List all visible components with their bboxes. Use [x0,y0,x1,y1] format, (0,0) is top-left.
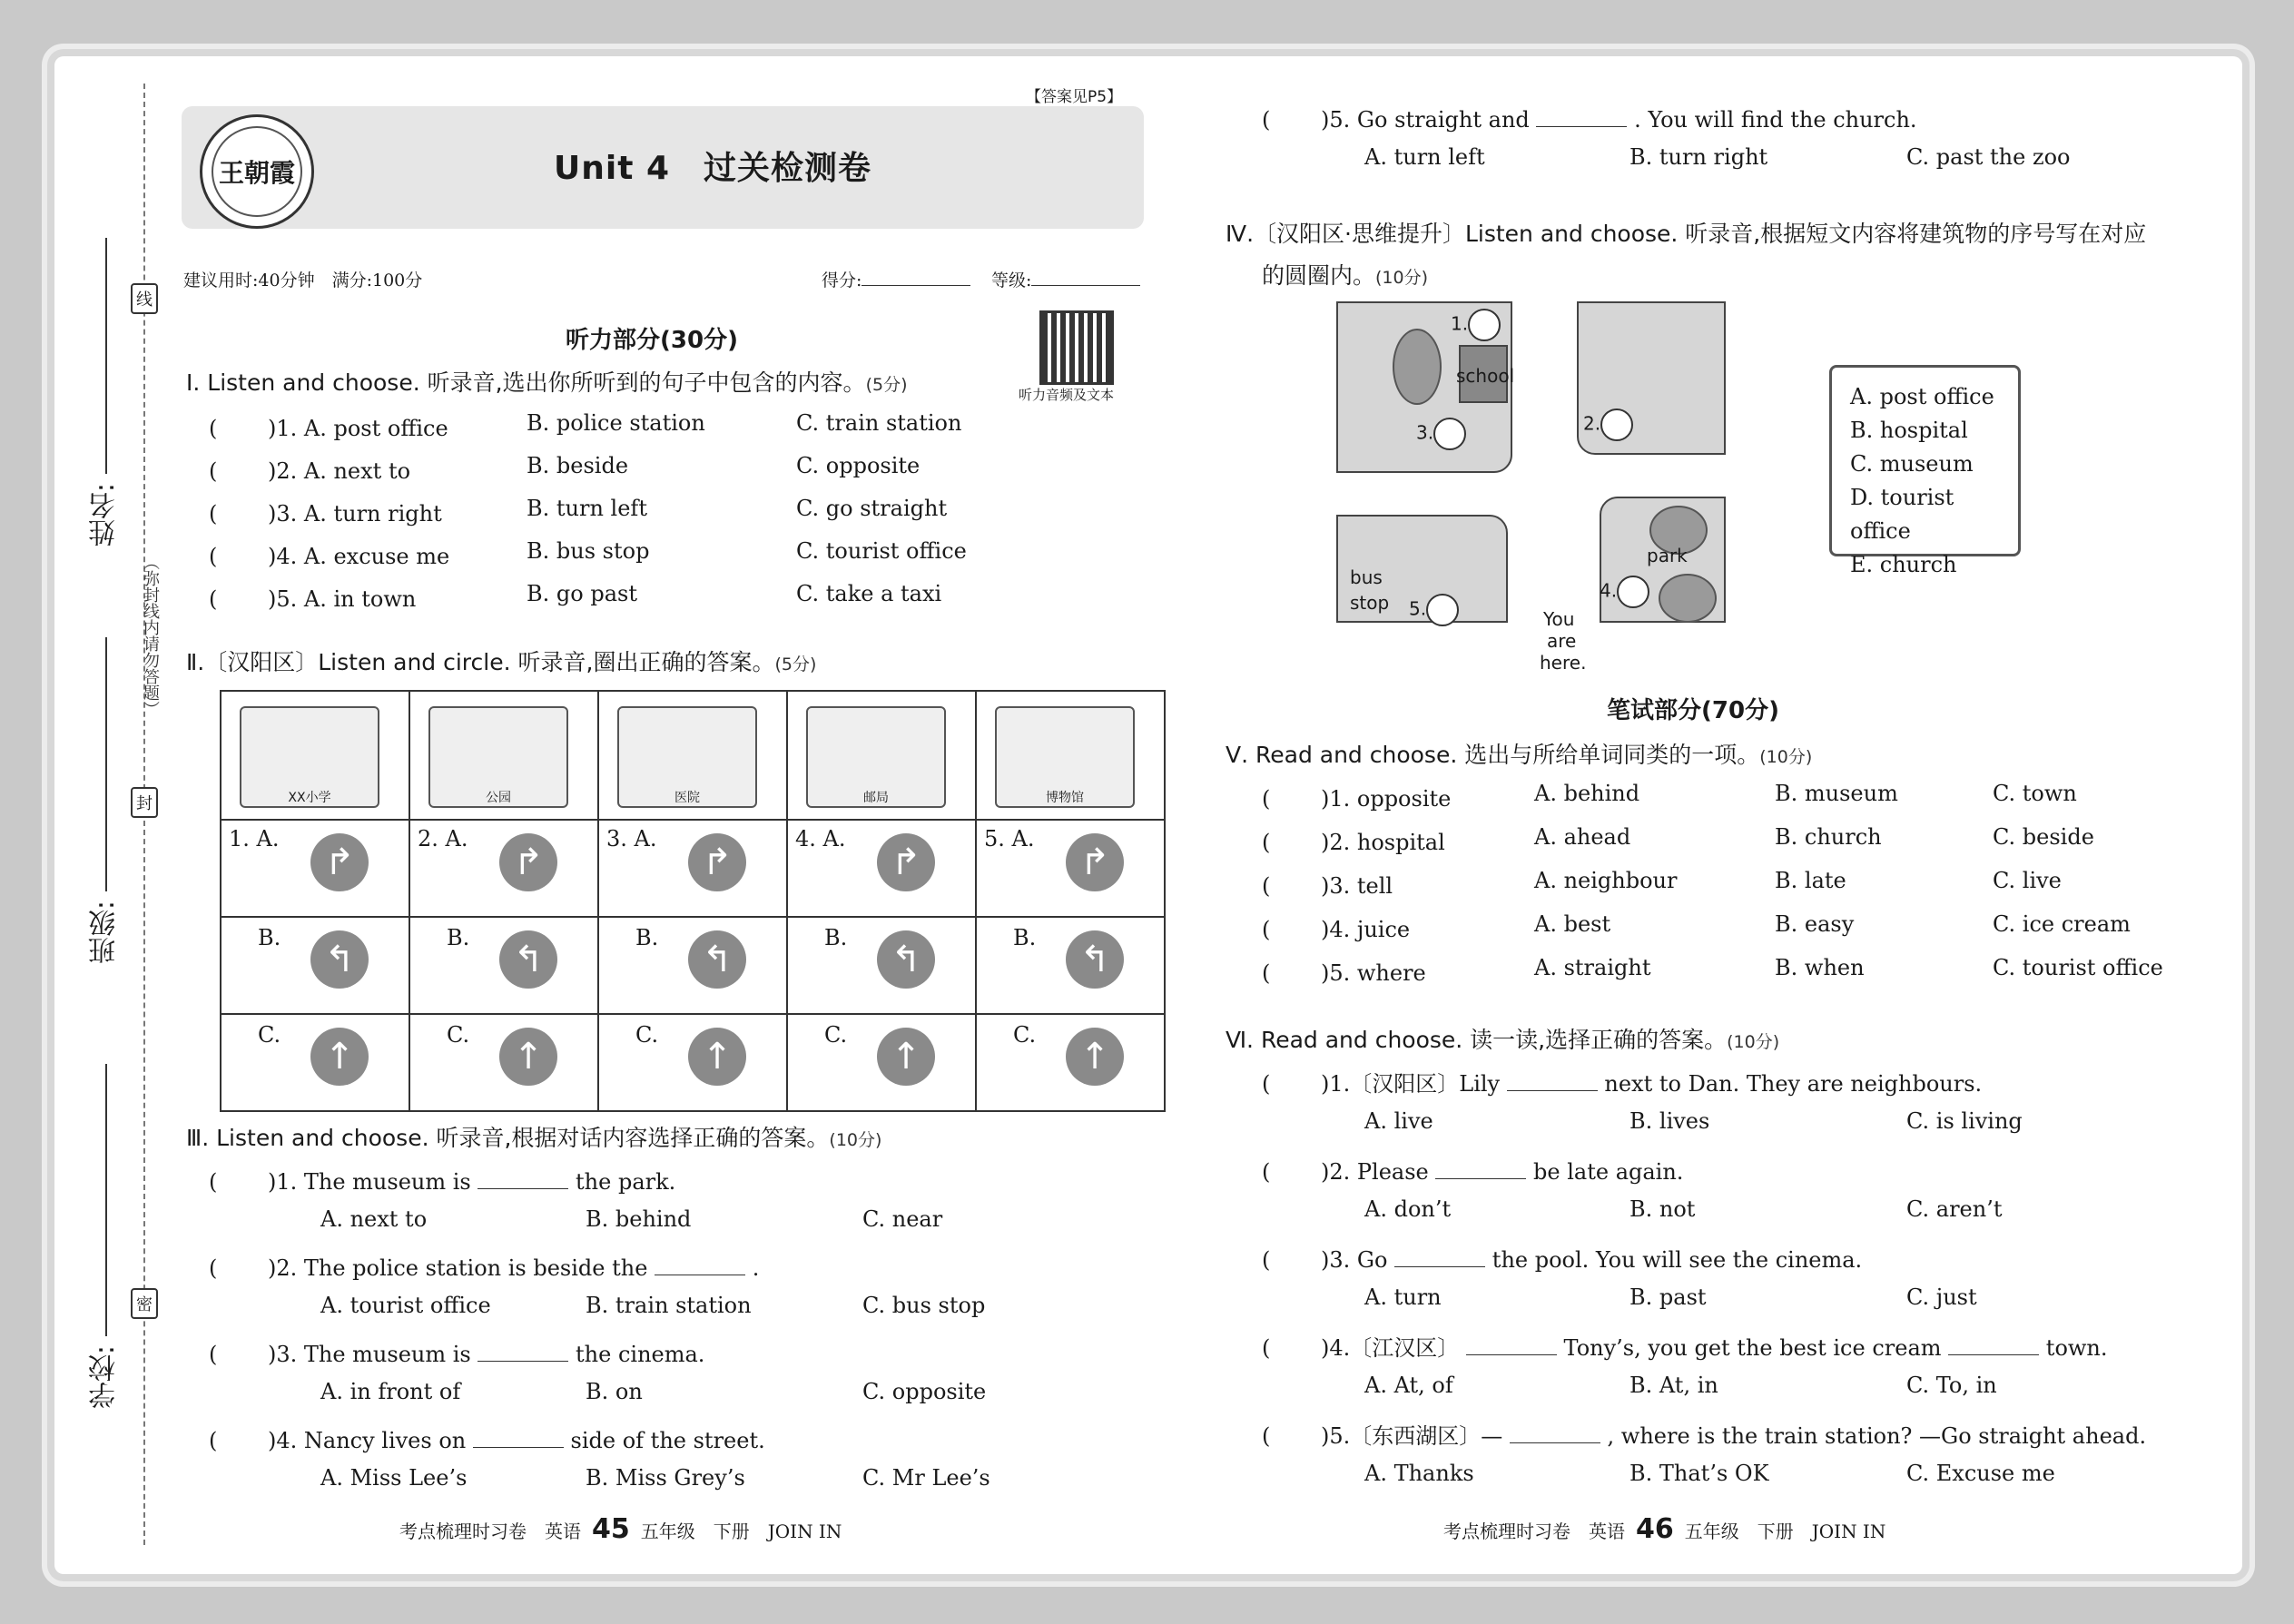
option-label: 3. A. [606,826,657,851]
answer-blank[interactable] [1948,1336,2039,1355]
question-item: ( )5. A. in town [209,586,417,612]
go-straight-icon[interactable]: ↑ [688,1028,746,1086]
map-here: here. [1540,652,1587,674]
answer-blank[interactable] [1507,1072,1598,1091]
footer-left: 考点梳理时习卷 英语 45 五年级 下册 JOIN IN [399,1513,842,1545]
option-item[interactable]: B. past [1629,1284,1707,1310]
option-item[interactable]: A. in front of [320,1379,461,1404]
option-label: B. [1013,925,1037,950]
option-item[interactable]: B. turn right [1629,144,1768,170]
map-slot-3[interactable]: 3. [1416,418,1466,450]
answer-blank[interactable] [1536,108,1627,127]
building-legend [1829,365,2021,577]
section-4-title-2: 的圆圈内。(10分) [1262,262,1429,289]
name-field[interactable] [105,238,107,474]
option-label: C. [824,1022,848,1048]
option-item[interactable]: C. past the zoo [1906,144,2071,170]
question-stem: ( )4. Nancy lives on side of the street. [209,1428,765,1453]
option-item[interactable]: C. opposite [862,1379,987,1404]
option-item[interactable]: B. go past [527,581,637,606]
answer-blank[interactable] [478,1343,568,1362]
map-are: are [1547,630,1577,652]
question-stem: ( )3. Go the pool. You will see the cinema. [1262,1247,1863,1273]
turn-left-icon[interactable]: ↰ [877,930,935,989]
option-item[interactable]: B. At, in [1629,1373,1718,1398]
option-item[interactable]: B. police station [527,410,705,436]
option-item[interactable]: C. take a taxi [796,581,942,606]
question-stem: ( )2. The police station is beside the . [209,1255,760,1281]
option-item[interactable]: A. behind [1534,781,1640,806]
go-straight-icon[interactable]: ↑ [310,1028,369,1086]
school-label: 学校: [89,1345,121,1410]
option-item[interactable]: B. not [1629,1196,1696,1222]
map-label-school: school [1456,365,1515,387]
option-label: B. [447,925,470,950]
option-item[interactable]: A. At, of [1364,1373,1453,1398]
option-item[interactable]: A. Miss Lee’s [320,1465,468,1491]
question-item: ( )5. where [1262,960,1426,986]
option-item[interactable]: A. tourist office [320,1293,491,1318]
answer-blank[interactable] [655,1256,745,1275]
map-slot-5[interactable]: 5. [1409,594,1459,626]
answer-ref: 【答案见P5】 [1026,88,1123,106]
tree-icon [1393,329,1442,405]
turn-right-icon[interactable]: ↱ [688,833,746,891]
legend-item: A. post office [1850,384,1994,409]
option-item[interactable]: B. easy [1775,911,1855,937]
option-item[interactable]: C. go straight [796,496,948,521]
option-item[interactable]: C. train station [796,410,962,436]
option-item[interactable]: C. bus stop [862,1293,986,1318]
option-label: 5. A. [984,826,1035,851]
answer-cell [221,917,409,1014]
question-item: ( )3. A. turn right [209,501,442,527]
question-item: ( )2. hospital [1262,830,1445,855]
option-item[interactable]: B. late [1775,868,1846,893]
option-label: B. [258,925,281,950]
option-item[interactable]: C. tourist office [1993,955,2163,980]
question-item: ( )2. A. next to [209,458,411,484]
option-item[interactable]: C. To, in [1906,1373,1997,1398]
option-item[interactable]: B. Miss Grey’s [586,1465,745,1491]
question-stem: ( )2. Please be late again. [1262,1159,1684,1185]
publisher-logo: 王朝霞 [200,114,314,229]
tight-mark: 密 [131,1288,158,1319]
picture-cell [976,691,1165,820]
answer-cell [787,1014,976,1111]
option-item[interactable]: B. That’s OK [1629,1461,1769,1486]
option-label: C. [1013,1022,1037,1048]
seal-mark: 封 [131,787,158,818]
school-field[interactable] [105,1064,107,1336]
option-item[interactable]: A. live [1364,1108,1433,1134]
option-item[interactable]: C. opposite [796,453,921,478]
answer-cell [409,820,598,917]
picture-cell [409,691,598,820]
option-item[interactable]: C. town [1993,781,2077,806]
option-item[interactable]: C. Excuse me [1906,1461,2055,1486]
option-label: B. [824,925,848,950]
map-label-park: park [1647,545,1688,566]
class-label: 班级: [89,901,121,965]
building-picture: XX小学 [240,706,379,808]
answer-cell [976,820,1165,917]
class-field[interactable] [105,637,107,891]
option-label: C. [635,1022,659,1048]
question-stem: ( )4.〔江汉区〕 Tony’s, you get the best ice cream town. [1262,1335,2108,1361]
answer-blank[interactable] [1510,1424,1600,1443]
picture-cell [787,691,976,820]
answer-blank[interactable] [478,1170,568,1189]
option-item[interactable]: B. bus stop [527,538,650,564]
map-slot-2[interactable]: 2. [1583,408,1633,441]
answer-cell [787,820,976,917]
option-item[interactable]: A. neighbour [1534,868,1678,893]
option-item[interactable]: A. best [1534,911,1611,937]
section-3-title: Ⅲ. Listen and choose. 听录音,根据对话内容选择正确的答案。(10分) [186,1125,882,1151]
question-item: ( )4. juice [1262,917,1411,942]
tree-icon [1659,574,1717,623]
question-item: ( )4. A. excuse me [209,544,450,569]
listening-heading: 听力部分(30分) [566,327,738,354]
grade-field[interactable]: 等级: [991,267,1140,291]
turn-left-icon[interactable]: ↰ [499,930,557,989]
answer-cell [409,917,598,1014]
map-label-bus: bus [1350,566,1383,588]
question-stem: ( )1.〔汉阳区〕Lily next to Dan. They are neighbours. [1262,1071,1983,1097]
option-label: C. [447,1022,470,1048]
option-item[interactable]: A. next to [320,1206,428,1232]
score-field[interactable]: 得分: [822,267,970,291]
turn-left-icon[interactable]: ↰ [688,930,746,989]
map-you: You [1543,608,1575,630]
go-straight-icon[interactable]: ↑ [1066,1028,1124,1086]
building-picture: 博物馆 [995,706,1135,808]
question-stem: ( )1. The museum is the park. [209,1169,676,1195]
legend-item: D. tourist office [1850,485,1954,544]
seal-note: （弥封线内请勿答题） [141,554,160,717]
map-label-stop: stop [1350,592,1390,614]
option-item[interactable]: C. live [1993,868,2062,893]
answer-blank[interactable] [1435,1160,1526,1179]
option-item[interactable]: B. train station [586,1293,752,1318]
option-label: C. [258,1022,281,1048]
question-item: ( )1. opposite [1262,786,1452,812]
qr-code [1039,310,1114,385]
option-label: 4. A. [795,826,846,851]
option-item[interactable]: A. ahead [1534,824,1631,850]
section-4-title: Ⅳ.〔汉阳区·思维提升〕Listen and choose. 听录音,根据短文内容将建筑物的序号写在对应 [1226,221,2147,247]
option-item[interactable]: A. turn [1364,1284,1442,1310]
option-item[interactable]: B. church [1775,824,1882,850]
legend-item: B. hospital [1850,418,1968,443]
option-item[interactable]: A. don’t [1364,1196,1452,1222]
line-mark: 线 [131,283,158,314]
answer-cell [976,1014,1165,1111]
answer-cell [787,917,976,1014]
option-item[interactable]: C. aren’t [1906,1196,2003,1222]
answer-blank[interactable] [1394,1248,1485,1267]
qr-caption: 听力音频及文本 [1019,387,1115,403]
question-stem: ( )5.〔东西湖区〕— , where is the train station? —Go straight ahead. [1262,1423,2147,1449]
answer-cell [598,820,787,917]
option-item[interactable]: B. behind [586,1206,692,1232]
street-map [1336,301,1799,674]
answer-cell [976,917,1165,1014]
page-title: Unit 4 过关检测卷 [554,150,871,187]
section-5-title: Ⅴ. Read and choose. 选出与所给单词同类的一项。(10分) [1226,742,1813,768]
building-picture: 公园 [428,706,568,808]
question-stem: ( )3. The museum is the cinema. [209,1342,705,1367]
turn-left-icon[interactable]: ↰ [1066,930,1124,989]
option-item[interactable]: A. straight [1534,955,1651,980]
option-item[interactable]: C. is living [1906,1108,2023,1134]
meta-info: 建议用时:40分钟 满分:100分 [183,271,423,290]
turn-right-icon[interactable]: ↱ [310,833,369,891]
picture-cell [221,691,409,820]
answer-cell [409,1014,598,1111]
option-item[interactable]: C. beside [1993,824,2094,850]
option-item[interactable]: C. just [1906,1284,1977,1310]
section-2-title: Ⅱ.〔汉阳区〕Listen and circle. 听录音,圈出正确的答案。(5分) [186,649,817,675]
picture-cell [598,691,787,820]
map-slot-4[interactable]: 4. [1600,576,1649,608]
option-item[interactable]: A. Thanks [1364,1461,1474,1486]
answer-blank[interactable] [473,1429,564,1448]
option-item[interactable]: B. beside [527,453,629,478]
go-straight-icon[interactable]: ↑ [499,1028,557,1086]
building-picture: 邮局 [806,706,946,808]
writing-heading: 笔试部分(70分) [1607,697,1779,724]
direction-table [220,690,1166,1112]
legend-item: E. church [1850,552,1957,577]
question-stem: ( )5. Go straight and . You will find the church. [1262,107,1917,133]
option-item[interactable]: B. when [1775,955,1865,980]
map-slot-1[interactable]: 1. [1451,309,1501,341]
option-label: B. [635,925,659,950]
building-picture: 医院 [617,706,757,808]
option-item[interactable]: C. tourist office [796,538,967,564]
question-item: ( )1. A. post office [209,416,448,441]
turn-left-icon[interactable]: ↰ [310,930,369,989]
answer-cell [221,1014,409,1111]
option-label: 2. A. [418,826,468,851]
section-1-title: Ⅰ. Listen and choose. 听录音,选出你所听到的句子中包含的内容。(5分) [186,369,908,396]
option-item[interactable]: C. ice cream [1993,911,2131,937]
answer-cell [221,820,409,917]
option-label: 1. A. [229,826,280,851]
legend-item: C. museum [1850,451,1974,477]
answer-cell [598,1014,787,1111]
exam-sheet [54,56,2242,1574]
answer-blank[interactable] [1466,1336,1557,1355]
name-label: 姓名: [89,483,121,547]
turn-right-icon[interactable]: ↱ [499,833,557,891]
answer-cell [598,917,787,1014]
turn-right-icon[interactable]: ↱ [877,833,935,891]
section-6-title: Ⅵ. Read and choose. 读一读,选择正确的答案。(10分) [1226,1027,1780,1053]
footer-right: 考点梳理时习卷 英语 46 五年级 下册 JOIN IN [1443,1513,1886,1545]
option-item[interactable]: A. turn left [1364,144,1485,170]
option-item[interactable]: B. museum [1775,781,1898,806]
option-item[interactable]: B. turn left [527,496,647,521]
go-straight-icon[interactable]: ↑ [877,1028,935,1086]
binding-margin [54,56,163,1574]
option-item[interactable]: B. on [586,1379,643,1404]
option-item[interactable]: B. lives [1629,1108,1710,1134]
option-item[interactable]: C. Mr Lee’s [862,1465,990,1491]
question-item: ( )3. tell [1262,873,1393,899]
turn-right-icon[interactable]: ↱ [1066,833,1124,891]
option-item[interactable]: C. near [862,1206,943,1232]
